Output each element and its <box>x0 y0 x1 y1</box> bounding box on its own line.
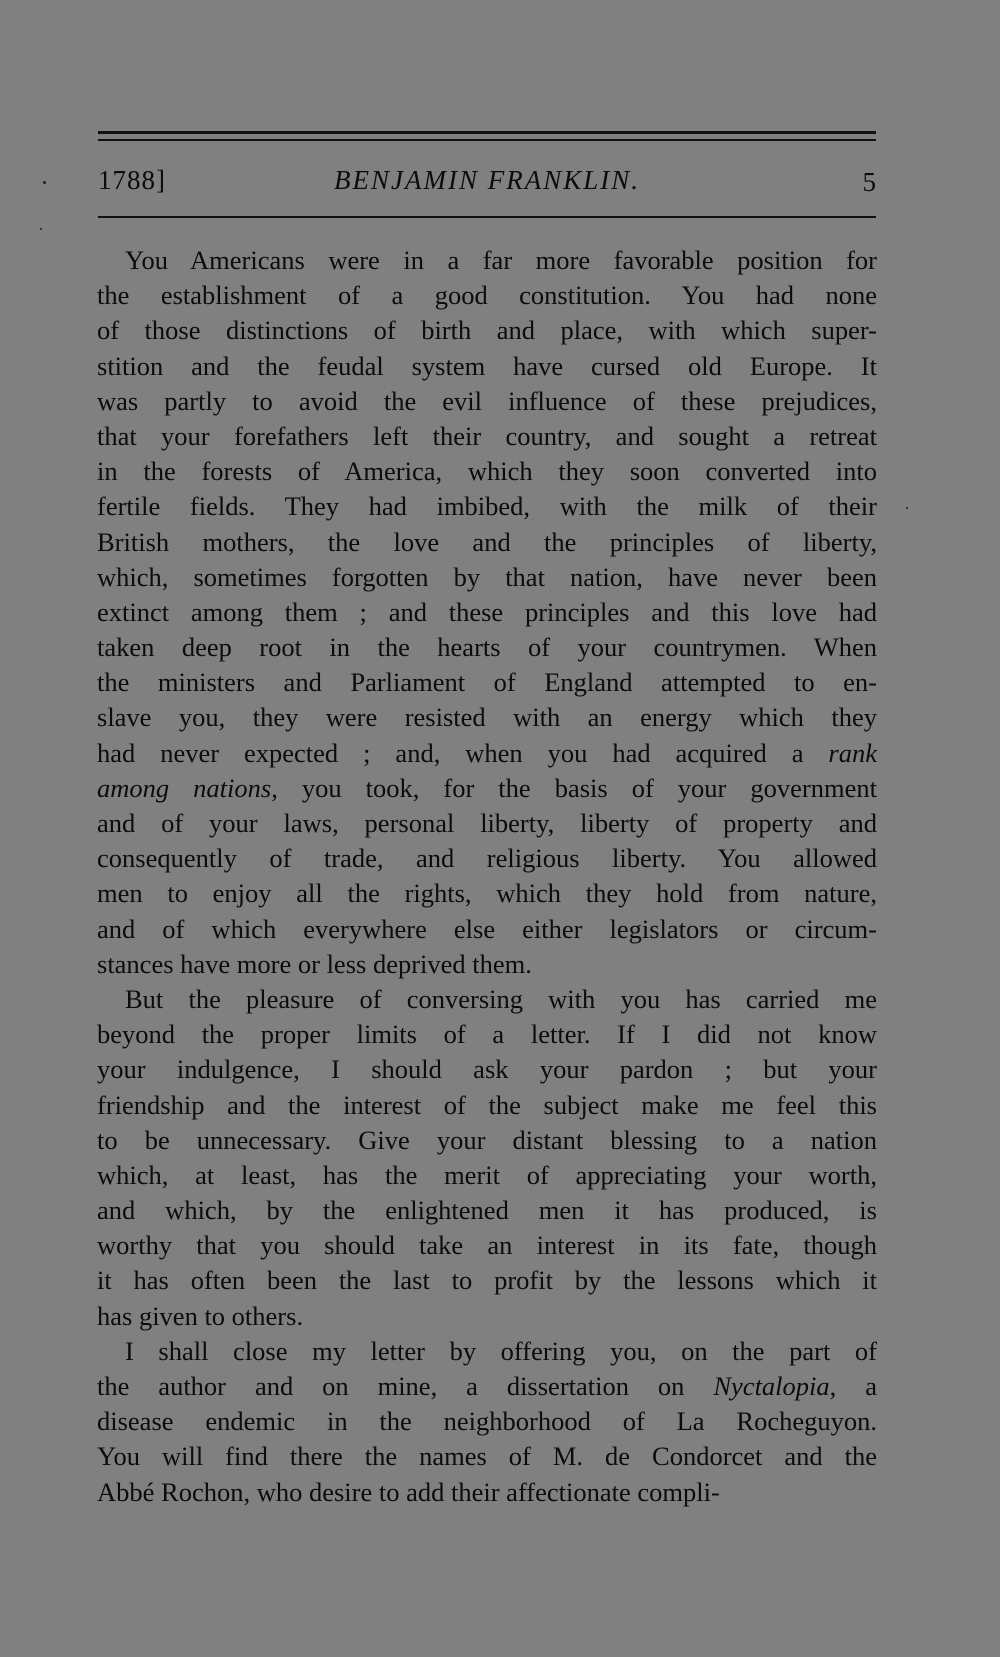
text-run: which, at least, has the merit of appreciating your worth, <box>97 1159 877 1190</box>
text-run: , you took, for the basis of your government <box>271 772 877 803</box>
text-line <box>97 349 877 384</box>
header-title: BENJAMIN FRANKLIN. <box>334 165 640 195</box>
header-year: 1788] <box>98 165 166 195</box>
margin-speck <box>43 181 46 184</box>
text-run: to be unnecessary. Give your distant blessing to a nation <box>97 1124 877 1155</box>
text-line <box>97 1334 877 1369</box>
text-line <box>97 1088 877 1123</box>
text-line <box>97 1299 877 1334</box>
text-run: it has often been the last to profit by the lessons which it <box>97 1265 877 1296</box>
text-run: of those distinctions of birth and place, with which super- <box>97 315 877 346</box>
text-line <box>97 313 877 348</box>
running-head <box>98 165 876 201</box>
top-double-rule-lower <box>98 139 876 141</box>
text-line <box>97 665 877 700</box>
text-line <box>97 1475 877 1510</box>
margin-speck <box>906 507 908 509</box>
text-run: taken deep root in the hearts of your countrymen. When <box>97 632 877 663</box>
top-double-rule-upper <box>98 131 876 134</box>
paragraph <box>97 243 877 982</box>
text-line <box>97 912 877 947</box>
text-run: and which, by the enlightened men it has produced, is <box>97 1195 877 1226</box>
text-line <box>97 806 877 841</box>
text-line <box>97 595 877 630</box>
text-run: the establishment of a good constitution. You had none <box>97 280 877 311</box>
text-run: slave you, they were resisted with an energy which they <box>97 702 877 733</box>
text-run: had never expected ; and, when you had acquired a <box>97 737 829 768</box>
text-run: You will find there the names of M. de Condorcet and the <box>97 1441 877 1472</box>
text-line <box>97 419 877 454</box>
text-line <box>97 771 877 806</box>
text-run: which, sometimes forgotten by that nation, have never been <box>97 561 877 592</box>
text-run: was partly to avoid the evil influence of these prejudices, <box>97 385 877 416</box>
text-run: extinct among them ; and these principles and this love had <box>97 596 877 627</box>
text-run: stition and the feudal system have cursed old Europe. It <box>97 350 877 381</box>
italic-phrase: among nations <box>97 772 272 803</box>
text-line <box>97 736 877 771</box>
text-line <box>97 1052 877 1087</box>
italic-phrase: rank <box>828 737 877 768</box>
text-run: Abbé Rochon, who desire to add their affectionate compli- <box>97 1476 720 1507</box>
text-run: , a <box>829 1371 877 1401</box>
margin-speck <box>40 228 42 230</box>
text-run: friendship and the interest of the subject make me feel this <box>97 1089 877 1120</box>
page-number: 5 <box>862 167 876 197</box>
text-line <box>97 454 877 489</box>
text-line <box>97 1263 877 1298</box>
italic-phrase: Nyctalopia <box>713 1371 830 1401</box>
text-run: the ministers and Parliament of England attempted to en- <box>97 667 877 698</box>
text-line <box>97 700 877 735</box>
text-line <box>97 841 877 876</box>
text-run: disease endemic in the neighborhood of La Rocheguyon. <box>97 1406 877 1437</box>
text-line <box>97 560 877 595</box>
text-line <box>97 1369 877 1404</box>
header-rule <box>98 216 876 218</box>
text-line <box>97 947 877 982</box>
text-run: in the forests of America, which they soon converted into <box>97 456 877 487</box>
text-run: You Americans were in a far more favorable position for <box>125 245 877 275</box>
text-run: that your forefathers left their country, and sought a retreat <box>97 420 877 451</box>
text-run: has given to others. <box>97 1300 304 1331</box>
text-run: and of your laws, personal liberty, liberty of property and <box>97 808 877 838</box>
text-run: consequently of trade, and religious liberty. You allowed <box>97 843 877 874</box>
text-run: But the pleasure of conversing with you has carried me <box>125 983 877 1014</box>
text-line <box>97 1404 877 1439</box>
text-line <box>97 278 877 313</box>
text-line <box>97 1158 877 1193</box>
text-line <box>97 876 877 911</box>
text-line <box>97 1017 877 1052</box>
body-text <box>97 243 877 1510</box>
text-line <box>97 243 877 278</box>
paragraph <box>97 982 877 1334</box>
text-line <box>97 525 877 560</box>
text-run: British mothers, the love and the principles of liberty, <box>97 526 877 557</box>
text-run: your indulgence, I should ask your pardon ; but your <box>97 1054 877 1085</box>
text-line <box>97 489 877 524</box>
text-line <box>97 1123 877 1158</box>
text-run: the author and on mine, a dissertation on <box>97 1371 714 1401</box>
text-line <box>97 630 877 665</box>
text-line <box>97 384 877 419</box>
text-run: fertile fields. They had imbibed, with the milk of their <box>97 491 877 522</box>
paragraph <box>97 1334 877 1510</box>
text-run: beyond the proper limits of a letter. If I did not know <box>97 1019 877 1050</box>
text-run: worthy that you should take an interest in its fate, though <box>97 1230 877 1261</box>
text-run: men to enjoy all the rights, which they hold from nature, <box>97 878 877 909</box>
text-line <box>97 1228 877 1263</box>
text-line <box>97 1439 877 1474</box>
text-run: I shall close my letter by offering you, on the part of <box>125 1335 877 1366</box>
text-line <box>97 1193 877 1228</box>
text-run: stances have more or less deprived them. <box>97 948 532 979</box>
text-line <box>97 982 877 1017</box>
text-run: and of which everywhere else either legislators or circum- <box>97 913 877 944</box>
